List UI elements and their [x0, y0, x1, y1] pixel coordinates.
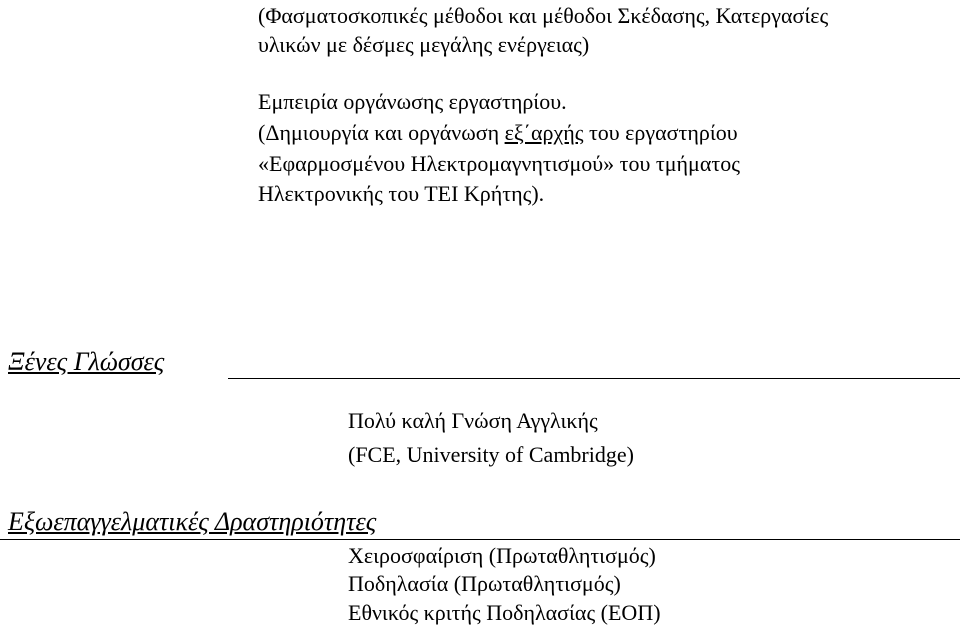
activity-item: Ποδηλασία (Πρωταθλητισμός): [348, 571, 621, 596]
previous-entry-line-2: υλικών με δέσμες μεγάλης ενέργειας): [258, 32, 590, 57]
lab-experience-detail-line-2: «Εφαρμοσμένου Ηλεκτρομαγνητισμού» του τμήματος: [258, 151, 740, 176]
lab-detail-suffix: του εργαστηρίου: [583, 120, 738, 145]
language-level: Πολύ καλή Γνώση Αγγλικής: [348, 408, 598, 433]
activity-item: Χειροσφαίριση (Πρωταθλητισμός): [348, 543, 656, 568]
activity-item: Εθνικός κριτής Ποδηλασίας (ΕΟΠ): [348, 600, 661, 625]
lab-detail-underlined: εξ΄αρχής: [504, 120, 584, 145]
extracurricular-heading: Εξωεπαγγελματικές Δραστηριότητες: [8, 507, 377, 536]
section-divider-languages: [228, 378, 960, 379]
lab-experience-detail-line-3: Ηλεκτρονικής του ΤΕΙ Κρήτης).: [258, 181, 545, 206]
previous-entry-line-1: (Φασματοσκοπικές μέθοδοι και μέθοδοι Σκέδασης, Κατεργασίες: [258, 3, 829, 28]
section-divider-extracurricular: [0, 539, 960, 540]
language-certificate: (FCE, University of Cambridge): [348, 442, 634, 467]
foreign-languages-heading: Ξένες Γλώσσες: [8, 347, 165, 376]
lab-experience-detail-line-1: [258, 120, 738, 146]
lab-detail-prefix: (Δημιουργία και οργάνωση: [258, 120, 505, 145]
lab-experience-title: Εμπειρία οργάνωσης εργαστηρίου.: [258, 89, 567, 114]
